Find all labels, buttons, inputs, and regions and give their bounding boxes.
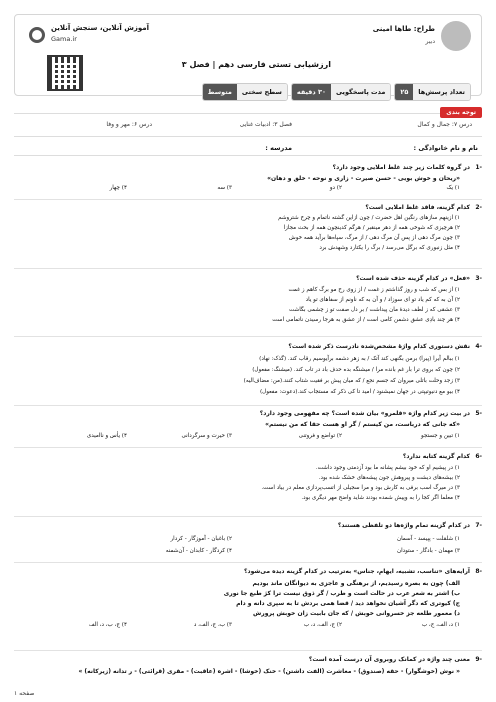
- question-line: ب) اشتر به شعر عرب در حالت است و طرب / گر ذوق نیست ترا کژ طبع جا نوری: [223, 590, 460, 597]
- option[interactable]: ۲) باغبان - آموزگار - کردار: [170, 536, 232, 542]
- section-lesson: درس ۷: جمال و کمال: [417, 121, 472, 128]
- option[interactable]: ۴) بیو مع دنیوتیپتی در جهان نمیشنود / امید تا کی ذکر که مستجاب کند.(دعوت: مفعول): [259, 389, 460, 395]
- exam-title: ارزشیابی تستی فارسی دهم | فصل ۳: [181, 60, 331, 69]
- question-6: 6- کدام گزینه کتابه ندارد؟ ۱) در پیشیم او که خود بیشم پشانه ما بود آزدمتی وجود داشت. ۲) بیشه‌های دیشت و پیروهش جون پیشه‌های خشک شده بود. ۳) در میرگ اسب برفی به کارش بود و مرا سجیلی از اتسب‌پردازی معلم در بیاد است. ۴) معلما اگر کجا را به وپیش شمده بودند شاید واضح مهر دیگری بود.: [14, 452, 482, 508]
- section-tag: توجه بندی: [440, 107, 482, 118]
- option[interactable]: ۴) کردگار - کابدان - آن‌شمنه: [165, 548, 232, 554]
- option[interactable]: ۴) مثل زنبوری که برگل می‌رسد / برگ را یکتارد وشهدش برد: [319, 245, 460, 251]
- option[interactable]: ۳) مهمان - بادگار - ستودان: [397, 548, 460, 554]
- option[interactable]: ۴) هر چند بادِی عشق دشمن کامی است / از عشق به هرجا رسیدن ناتمامی است: [272, 317, 460, 323]
- option[interactable]: ۱) از بس که شب و روز گذاشتم ز غمت / از زوی رخ مو برگ کاهم ز غمت: [288, 287, 460, 293]
- question-1: 1- در گروه کلمات زیر چند غلط املایی وجود دارد؟ «ریحان و خوش بویی - حسن صیرت - زاری و نوحه - خلق و دهان» ۱) یک ۲) دو ۳) سه ۴) چهار: [14, 163, 482, 193]
- question-sub: « نوش (خوشگوار) - حقه (صندوق) - مغاشرت (الفت داشتن) - خنک (خوشا) - اشره (عاقبت) - مقری (قرائتی) - ر تدانه (زیرکانه) »: [78, 668, 460, 675]
- option[interactable]: ۲) آن به که کم یاد تو ای سوزاد / و آن به که ناونم از سفاهای تو یاد: [305, 297, 460, 303]
- option[interactable]: ۲) تواضع و فروتنی: [298, 433, 342, 439]
- option[interactable]: ۱) در پیشیم او که خود بیشم پشانه ما بود آزدمتی وجود داشت.: [315, 465, 460, 471]
- question-text: کدام گزینه، فاقد غلط املایی است؟: [365, 204, 470, 211]
- stat-duration: مدت پاسخگویی ۳۰ دقیقه: [291, 83, 391, 101]
- question-sub: «که جانی که درباست، من کیستم / گر او هست حقا که من نیستم»: [265, 421, 460, 428]
- option[interactable]: ۳) سه: [217, 185, 232, 191]
- option[interactable]: ۱) شلقلت - پپیسد - آسمان: [397, 536, 460, 542]
- option[interactable]: ۳) عشقی که ز لطف دیدۀ مان پیداشت / بر دل صفت تو ز چشمی بگاشت: [289, 307, 460, 313]
- option[interactable]: ۱) ازینهم سازهای رنگین اهل حضرت / چون ازاین گشته ناتمام و چرخ شتروشم: [278, 215, 460, 221]
- exam-header: [14, 14, 482, 96]
- question-5: 5- در بیت زیر کدام واژه «قلمرو» بیان شده است؟ چه مفهومی وجود دارد؟ «که جانی که درباست، من کیستم / گر او هست حقا که من نیستم» ۱) تبین و جستجو ۲) تواضع و فروتنی ۳) حیرت و سرگردانی ۴) یأس و ناامیدی: [14, 409, 482, 443]
- question-text: معنی چند واژه در کمانک روبروی آن درست آمده است؟: [308, 656, 470, 663]
- option[interactable]: ۳) ب، ج، الف، د: [193, 622, 232, 628]
- designer-name: طراح: طاها امینی: [372, 25, 435, 33]
- question-text: نقش دستوری کدام واژۀ مشخص‌شده نادرست ذکر شده است؟: [288, 343, 470, 350]
- option[interactable]: ۲) هرچیزی که شوخی همه از دهر مینقبر / هرگم کدینچون همه از بحث مجازا: [283, 225, 460, 231]
- option[interactable]: ۴) معلما اگر کجا را به وپیش شمده بودند شاید واضح مهر دیگری بود.: [301, 495, 460, 501]
- divider: [14, 268, 482, 269]
- option[interactable]: ۳) در میرگ اسب برفی به کارش بود و مرا سجیلی از اتسب‌پردازی معلم در بیاد است.: [261, 485, 460, 491]
- qr-code-icon[interactable]: [47, 55, 83, 91]
- option[interactable]: ۱) ببالم آیرا (پیرا) برمن بگنهی کند آتک / به زهر دشمه برآیوسیم رقاب کند. (گذک: نهاد): [259, 356, 460, 362]
- question-9: 9- معنی چند واژه در کمانک روبروی آن درست آمده است؟ « نوش (خوشگوار) - حقه (صندوق) - مغاشرت (الفت داشتن) - خنک (خوشا) - اشره (عاقبت) - مقری (قرائتی) - ر تدانه (زیرکانه) »: [78, 656, 482, 675]
- designer-role: دبیر: [425, 38, 435, 45]
- question-text: آرایه‌های «تناسب، تشبیه، ایهام، جناس» به‌ترتیب در کدام گزینه دیده می‌شود؟: [244, 568, 470, 575]
- name-field-label[interactable]: نام و نام خانوادگی :: [413, 144, 478, 152]
- option[interactable]: ۱) تبین و جستجو: [420, 433, 460, 439]
- option[interactable]: ۳) زجد وحلت باتلی میروان که جسم نجع / که میان پیش بر فقیت شتاب کنند.(من: مضاف‌الیه): [243, 378, 460, 384]
- question-7: 7- در کدام گزینه تمام واژه‌ها دو تلفظی هستند؟ ۱) شلقلت - پپیسد - آسمان ۲) باغبان - آموزگار - کردار ۳) مهمان - بادگار - ستودان ۴) کردگار - کابدان - آن‌شمنه: [14, 521, 482, 555]
- student-name-row: [14, 142, 482, 156]
- section-chapter: فصل ۳: ادبیات غنایی: [239, 121, 292, 128]
- option[interactable]: ۲) ج، الف، د، ب: [303, 622, 342, 628]
- question-sub: «ریحان و خوش بویی - حسن صیرت - زاری و نوحه - خلق و دهان»: [267, 175, 460, 182]
- question-text: کدام گزینه کتابه ندارد؟: [402, 453, 470, 460]
- option[interactable]: ۳) چون مرگ دهی از پس آن مرگ دهی / از مرگ، سپاه‌ها برآید همه خوش: [288, 235, 460, 241]
- exam-stats: [202, 83, 471, 101]
- brand-block[interactable]: [23, 21, 173, 47]
- option[interactable]: ۴) ج، ب، د، الف: [88, 622, 127, 628]
- question-line: د) معمور طلعه جز خسروانی خوبش / که جان بابیت زان خوبش پرورش: [253, 610, 460, 617]
- brand-url[interactable]: Gama.ir: [51, 35, 77, 43]
- question-text: در کدام گزینه تمام واژه‌ها دو تلفظی هستند؟: [337, 522, 470, 529]
- gama-logo-icon: [29, 27, 45, 43]
- question-line: الف) چون به بصره رسیدیم، از برهنگی و عاجزی به دیوانگان ماند بودیم: [252, 580, 460, 587]
- divider: [14, 405, 482, 406]
- divider: [14, 447, 482, 448]
- question-2: 2- کدام گزینه، فاقد غلط املایی است؟ ۱) ازینهم سازهای رنگین اهل حضرت / چون ازاین گشته ناتمام و چرخ شتروشم ۲) هرچیزی که شوخی همه از دهر مینقبر / هرگم کدینچون همه از بحث مجازا ۳) چون مرگ دهی از پس آن مرگ دهی / از مرگ، سپاه‌ها برآید همه خوش ۴) مثل زنبوری که برگل می‌رسد / برگ را یکتارد وشهدش برد: [14, 203, 482, 253]
- option[interactable]: ۲) بیشه‌های دیشت و پیروهش جون پیشه‌های خشک شده بود.: [318, 475, 460, 481]
- divider: [14, 199, 482, 200]
- divider: [14, 650, 482, 651]
- brand-name: آموزش آنلاین، سنجش آنلاین: [51, 24, 150, 32]
- question-3: 3- «فعل» در کدام گزینه حذف شده است؟ ۱) از بس که شب و روز گذاشتم ز غمت / از زوی رخ مو برگ کاهم ز غمت ۲) آن به که کم یاد تو ای سوزاد / و آن به که ناونم از سفاهای تو یاد ۳) عشقی که ز لطف دیدۀ مان پیداشت / بر دل صفت تو ز چشمی بگاشت ۴) هر چند بادِی عشق دشمن کامی است / از عشق به هرجا رسیدن ناتمامی است: [14, 274, 482, 324]
- avatar: [441, 21, 471, 51]
- option[interactable]: ۱) یک: [446, 185, 460, 191]
- question-text: در بیت زیر کدام واژه «قلمرو» بیان شده است؟ چه مفهومی وجود دارد؟: [259, 410, 470, 417]
- divider: [14, 336, 482, 337]
- option[interactable]: ۲) چون که بروی ترا بار غم بانده مرا / میشنگه بده حدف باد در تاب کند. (میشنگ: مفعول): [252, 367, 460, 373]
- divider: [14, 516, 482, 517]
- stat-question-count: تعداد پرسش‌ها ۲۵: [394, 83, 471, 101]
- option[interactable]: ۴) یأس و ناامیدی: [86, 433, 127, 439]
- option[interactable]: ۴) چهار: [109, 185, 127, 191]
- page-number: صفحه ۱: [14, 690, 35, 697]
- question-4: 4- نقش دستوری کدام واژۀ مشخص‌شده نادرست ذکر شده است؟ ۱) ببالم آیرا (پیرا) برمن بگنهی کند آتک / به زهر دشمه برآیوسیم رقاب کند. (گذک: نهاد) ۲) چون که بروی ترا بار غم بانده مرا / میشنگه بده حدف باد در تاب کند. (میشنگ: مفعول) ۳) زجد وحلت باتلی میروان که جسم نجع / که میان پیش بر فقیت شتاب کنند.(من: مضاف‌الیه) ۴) بیو مع دنیوتیپتی در جهان نمیشنود / امید تا کی ذکر که مستجاب کند.(دعوت: مفعول): [14, 342, 482, 400]
- option[interactable]: ۳) حیرت و سرگردانی: [181, 433, 232, 439]
- section-info: [14, 113, 482, 137]
- divider: [14, 562, 482, 563]
- stat-difficulty: سطح سختی متوسط: [202, 83, 288, 101]
- designer-block: [372, 21, 471, 57]
- school-field-label[interactable]: مدرسه :: [265, 144, 292, 152]
- option[interactable]: ۲) دو: [329, 185, 342, 191]
- option[interactable]: ۱) د، الف، ج، ب: [421, 622, 460, 628]
- question-line: ج) کیوتری که دگر آشیان نخواهد دید / قضا همی بردش تا به سپری دانه و دام: [236, 600, 460, 607]
- question-8: 8- آرایه‌های «تناسب، تشبیه، ایهام، جناس» به‌ترتیب در کدام گزینه دیده می‌شود؟ الف) چون به بصره رسیدیم، از برهنگی و عاجزی به دیوانگان ماند بودیم ب) اشتر به شعر عرب در حالت است و طرب / گر ذوق نیست ترا کژ طبع جا نوری ج) کیوتری که دگر آشیان نخواهد دید / قضا همی بردش تا به سپری دانه و دام د) معمور طلعه جز خسروانی خوبش / که جان بابیت زان خوبش پرورش ۱) د، الف، ج، ب ۲) ج، الف، د، ب ۳) ب، ج، الف، د ۴) ج، ب، د، الف: [14, 567, 482, 631]
- question-text: در گروه کلمات زیر چند غلط املایی وجود دارد؟: [332, 164, 470, 171]
- question-text: «فعل» در کدام گزینه حذف شده است؟: [356, 275, 470, 282]
- section-lesson-2: درس ۶: مهر و وفا: [106, 121, 152, 128]
